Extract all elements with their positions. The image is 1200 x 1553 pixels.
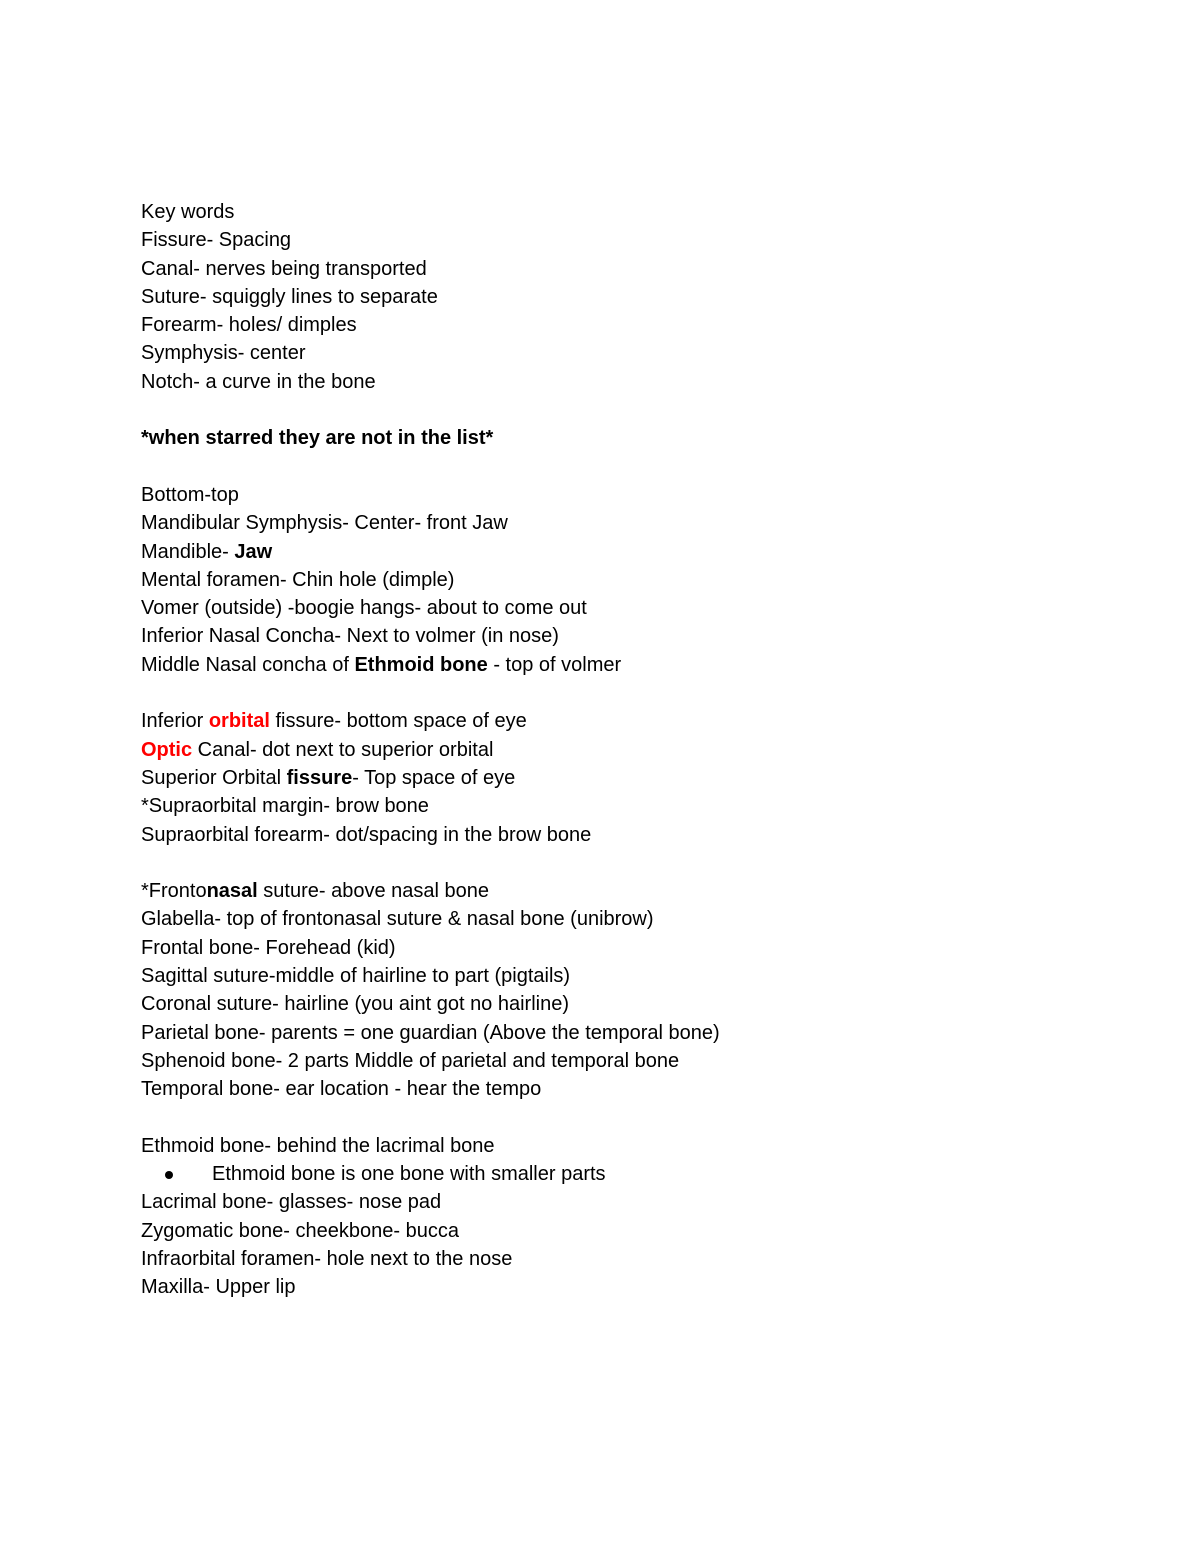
bullet-text: Ethmoid bone is one bone with smaller parts [212,1163,606,1186]
note-line: *Supraorbital margin- brow bone [141,795,429,818]
note-line: Coronal suture- hairline (you aint got no hairline) [141,993,570,1016]
note-line: Maxilla- Upper lip [141,1276,296,1299]
key-words-heading: Key words [141,201,235,223]
note-line: Vomer (outside) -boogie hangs- about to come out [141,597,587,620]
bold-text: nasal [206,880,258,903]
note-line: Supraorbital forearm- dot/spacing in the brow bone [141,823,592,846]
note-line: Temporal bone- ear location - hear the tempo [141,1078,542,1101]
text-run: *Fronto [141,880,207,903]
key-word-item: Suture- squiggly lines to separate [141,285,438,308]
text-run: fissure- bottom space of eye [269,710,527,733]
key-word-item: Forearm- holes/ dimples [141,314,357,337]
key-word-item: Symphysis- center [141,342,306,365]
key-word-item: Canal- nerves being transported [141,257,427,280]
red-highlight-text: Optic [141,738,193,761]
text-run: - top of volmer [487,653,622,676]
spacer [141,396,1141,424]
note-line: Sagittal suture-middle of hairline to part (pigtails) [141,965,571,988]
note-line: Parietal bone- parents = one guardian (Above the temporal bone) [141,1021,720,1044]
red-highlight-text: orbital [208,710,270,733]
note-line [141,707,1141,735]
bold-text: Ethmoid bone [354,653,488,676]
starred-note: *when starred they are not in the list* [141,427,494,450]
key-word-item: Notch- a curve in the bone [141,370,376,393]
note-line [141,764,1141,792]
note-line: Bottom-top [141,483,239,506]
document-page [141,198,1141,1302]
note-line: Mandibular Symphysis- Center- front Jaw [141,512,508,535]
text-run: Superior Orbital [141,766,287,789]
note-line [141,877,1141,905]
text-run: Mandible- [141,540,235,563]
bold-text: Jaw [234,540,273,563]
note-line: Lacrimal bone- glasses- nose pad [141,1191,442,1214]
note-line: Infraorbital foramen- hole next to the nose [141,1247,513,1270]
text-run: Inferior [141,710,209,733]
note-line: Mental foramen- Chin hole (dimple) [141,568,455,591]
spacer [141,1104,1141,1132]
key-word-item: Fissure- Spacing [141,229,292,252]
bullet-icon [165,1171,173,1179]
spacer [141,679,1141,707]
note-line: Ethmoid bone- behind the lacrimal bone [141,1134,495,1157]
text-run: - Top space of eye [352,766,516,789]
note-line [141,736,1141,764]
note-line: Sphenoid bone- 2 parts Middle of parietal and temporal bone [141,1049,680,1072]
bullet-list-item [141,1160,1141,1188]
text-run: Canal- dot next to superior orbital [192,738,494,761]
note-line: Inferior Nasal Concha- Next to volmer (in nose) [141,625,559,648]
note-line: Glabella- top of frontonasal suture & nasal bone (unibrow) [141,908,654,931]
note-line [141,538,1141,566]
note-line: Zygomatic bone- cheekbone- bucca [141,1219,459,1242]
bold-text: fissure [286,766,353,789]
spacer [141,849,1141,877]
note-line: Frontal bone- Forehead (kid) [141,936,396,959]
text-run: Middle Nasal concha of [141,653,355,676]
text-run: suture- above nasal bone [257,880,490,903]
note-line [141,651,1141,679]
spacer [141,453,1141,481]
